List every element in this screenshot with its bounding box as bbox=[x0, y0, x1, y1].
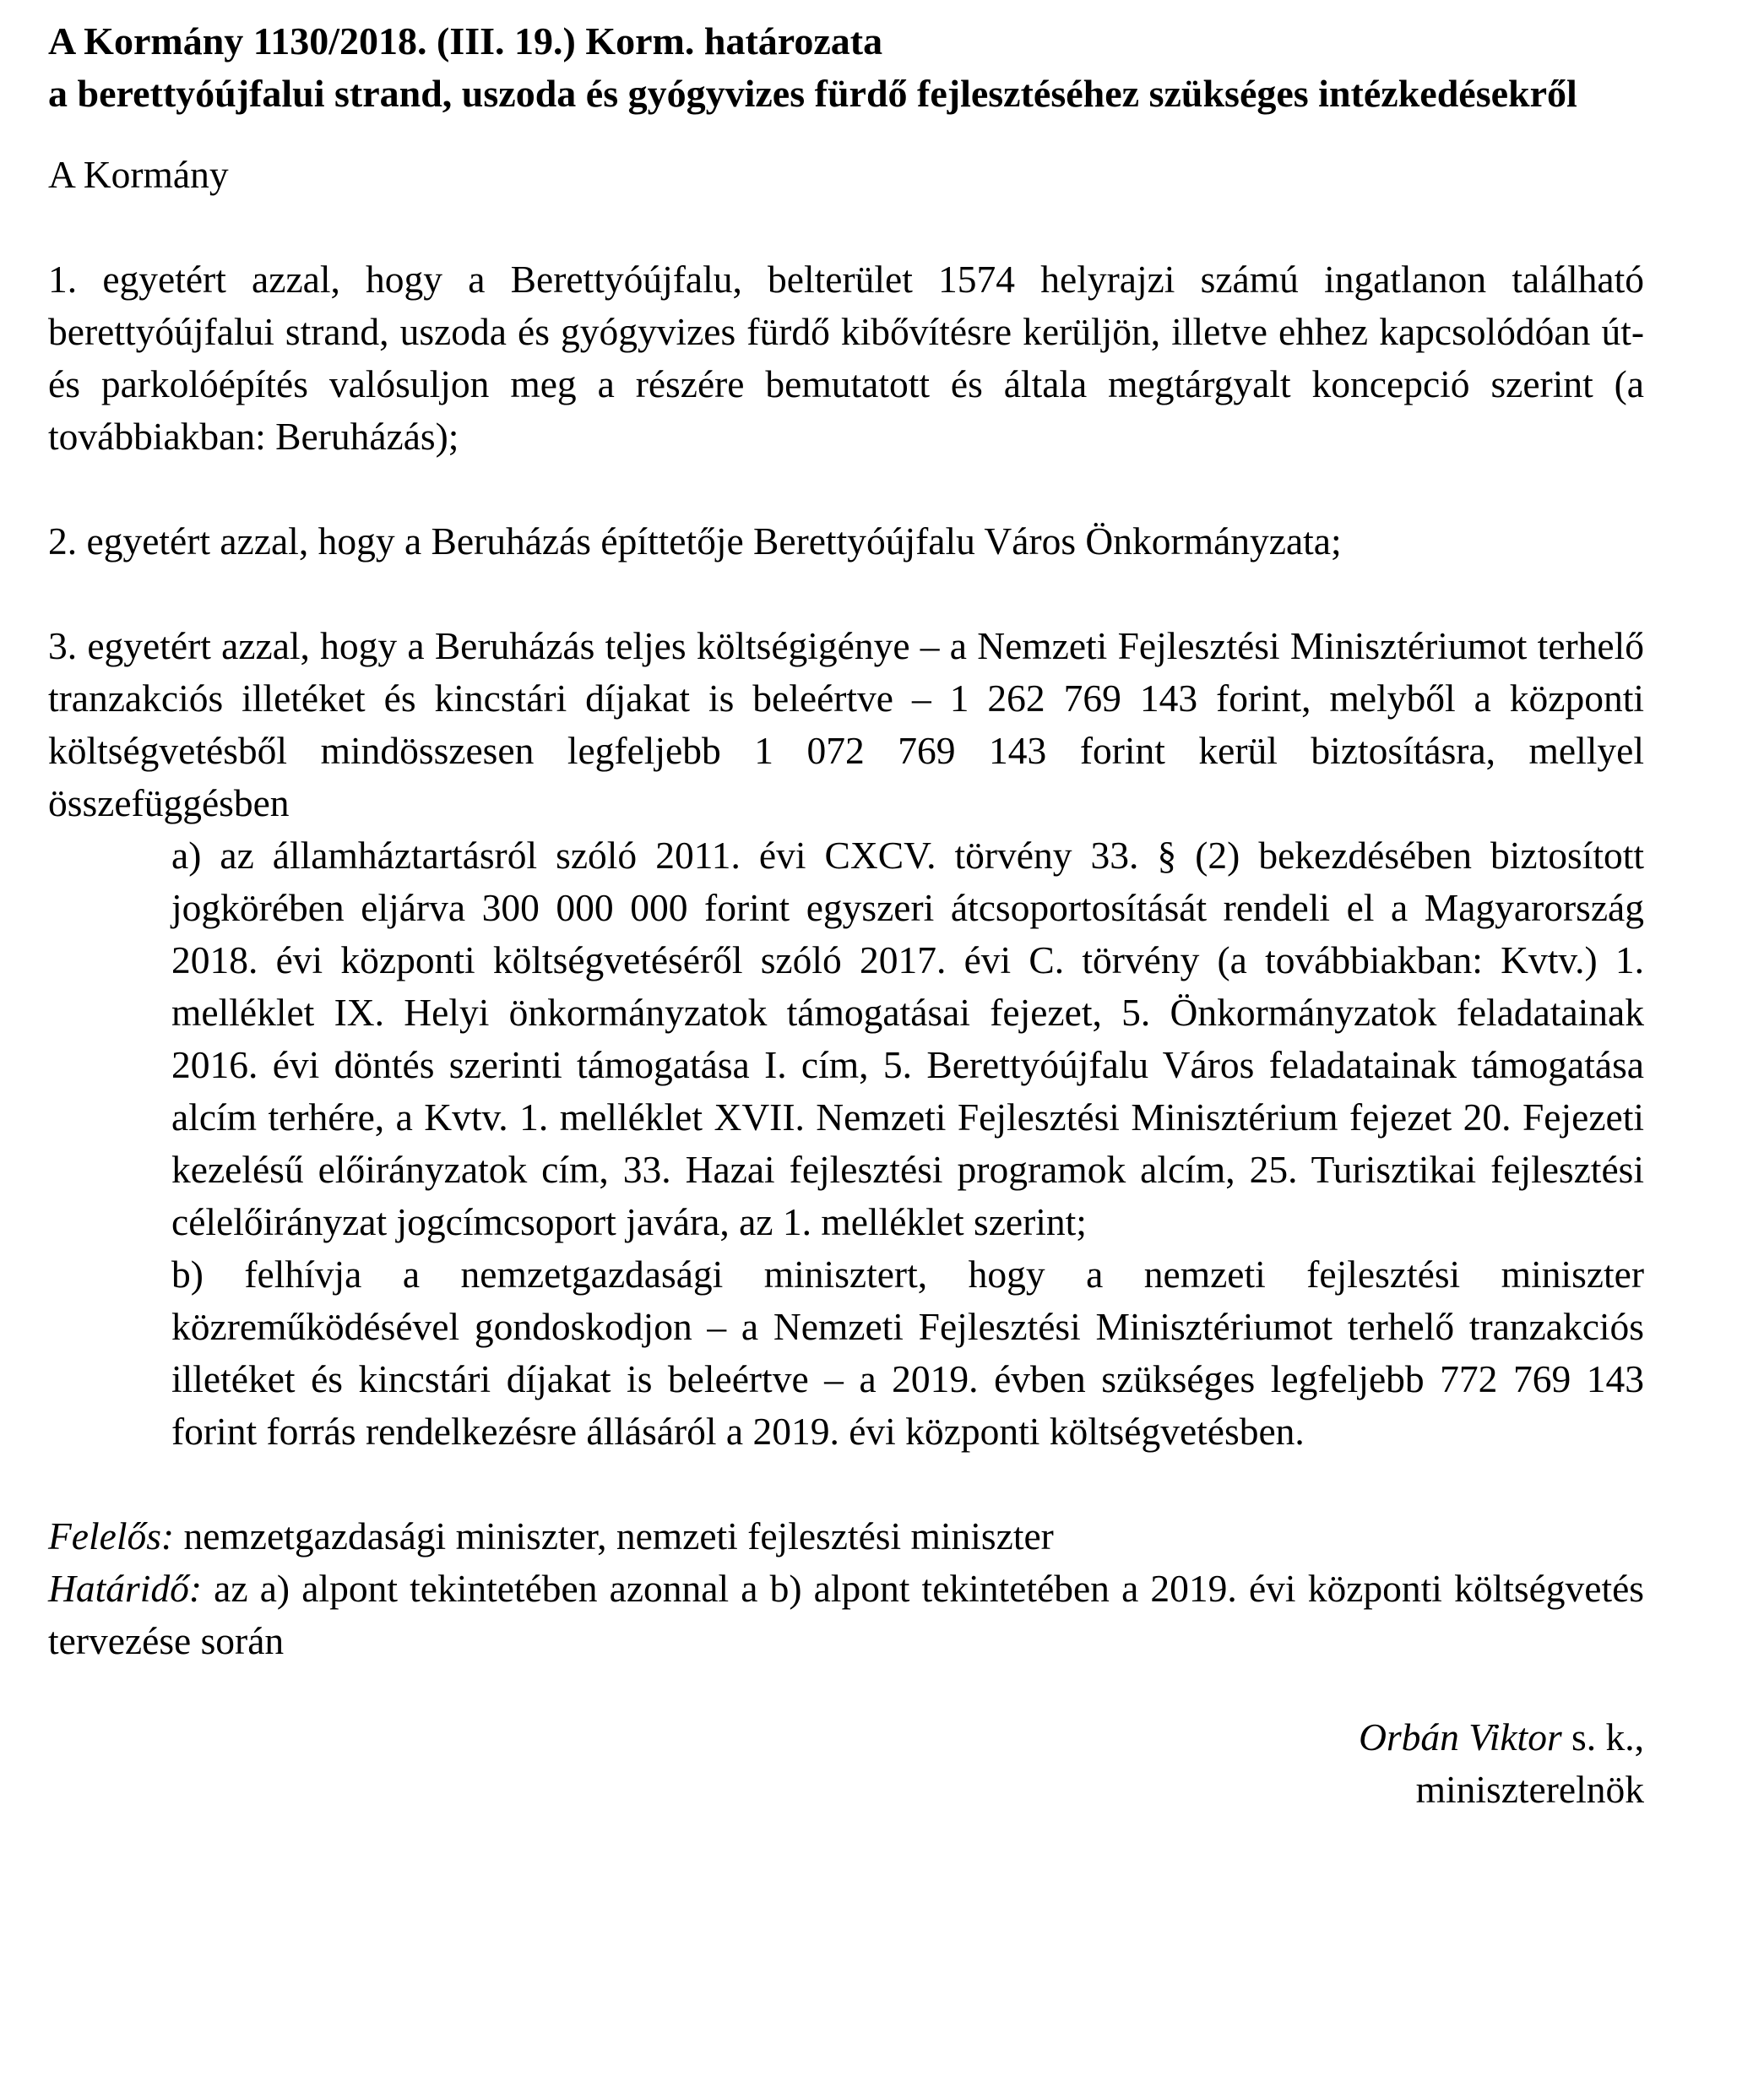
responsible-value: nemzetgazdasági miniszter, nemzeti fejlesztési miniszter bbox=[183, 1514, 1054, 1557]
signature-name: Orbán Viktor bbox=[1359, 1715, 1562, 1759]
point-3: 3. egyetért azzal, hogy a Beruházás teljes költségigénye – a Nemzeti Fejlesztési Minisztériumot terhelő tranzakciós illetéket és kincstári díjakat is beleértve – 1 262 769 143 forint, melyből a központi költségvetésből mindösszesen legfeljebb 1 072 769 143 forint kerül biztosításra, mellyel összefüggésben bbox=[48, 624, 1644, 824]
title-line-1: A Kormány 1130/2018. (III. 19.) Korm. határozata bbox=[48, 19, 883, 63]
document-title bbox=[48, 15, 1644, 120]
signature-block bbox=[48, 1711, 1644, 1816]
document-page bbox=[48, 15, 1644, 1816]
signature-line bbox=[1359, 1711, 1644, 1764]
responsible-label: Felelős: bbox=[48, 1514, 175, 1557]
subpoint-b: b) felhívja a nemzetgazdasági minisztert, hogy a nemzeti fejlesztési miniszter közreműködésével gondoskodjon – a Nemzeti Fejlesztési Minisztériumot terhelő tranzakciós illetéket és kincstári díjakat is beleértve – a 2019. évben szükséges legfeljebb 772 769 143 forint forrás rendelkezésre állásáról a 2019. évi központi költségvetésben. bbox=[171, 1253, 1644, 1453]
signature-suffix: s. k., bbox=[1571, 1715, 1644, 1759]
signature-title: miniszterelnök bbox=[1415, 1768, 1644, 1811]
preamble: A Kormány bbox=[48, 153, 229, 196]
title-line-2: a berettyóújfalui strand, uszoda és gyógyvizes fürdő fejlesztéséhez szükséges intézkedésekről bbox=[48, 72, 1577, 115]
deadline-label: Határidő: bbox=[48, 1567, 202, 1610]
responsible-line bbox=[48, 1510, 1644, 1563]
subpoint-a: a) az államháztartásról szóló 2011. évi CXCV. törvény 33. § (2) bekezdésében biztosított jogkörében eljárva 300 000 000 forint egyszeri átcsoportosítását rendeli el a Magyarország 2018. évi központi költségvetéséről szóló 2017. évi C. törvény (a továbbiakban: Kvtv.) 1. melléklet IX. Helyi önkormányzatok támogatásai fejezet, 5. Önkormányzatok feladatainak 2016. évi döntés szerinti támogatása I. cím, 5. Berettyóújfalu Város feladatainak támogatása alcím terhére, a Kvtv. 1. melléklet XVII. Nemzeti Fejlesztési Minisztérium fejezet 20. Fejezeti kezelésű előirányzatok cím, 33. Hazai fejlesztési programok alcím, 25. Turisztikai fejlesztési célelőirányzat jogcímcsoport javára, az 1. melléklet szerint; bbox=[171, 834, 1644, 1243]
deadline-value: az a) alpont tekintetében azonnal a b) alpont tekintetében a 2019. évi központi költségvetés tervezése során bbox=[48, 1567, 1645, 1662]
deadline-line bbox=[48, 1563, 1644, 1667]
point-2: 2. egyetért azzal, hogy a Beruházás építtetője Berettyóújfalu Város Önkormányzata; bbox=[48, 519, 1342, 563]
point-1: 1. egyetért azzal, hogy a Berettyóújfalu, belterület 1574 helyrajzi számú ingatlanon található berettyóújfalui strand, uszoda és gyógyvizes fürdő kibővítésre kerüljön, illetve ehhez kapcsolódóan út- és parkolóépítés valósuljon meg a részére bemutatott és általa megtárgyalt koncepció szerint (a továbbiakban: Beruházás); bbox=[48, 258, 1644, 458]
